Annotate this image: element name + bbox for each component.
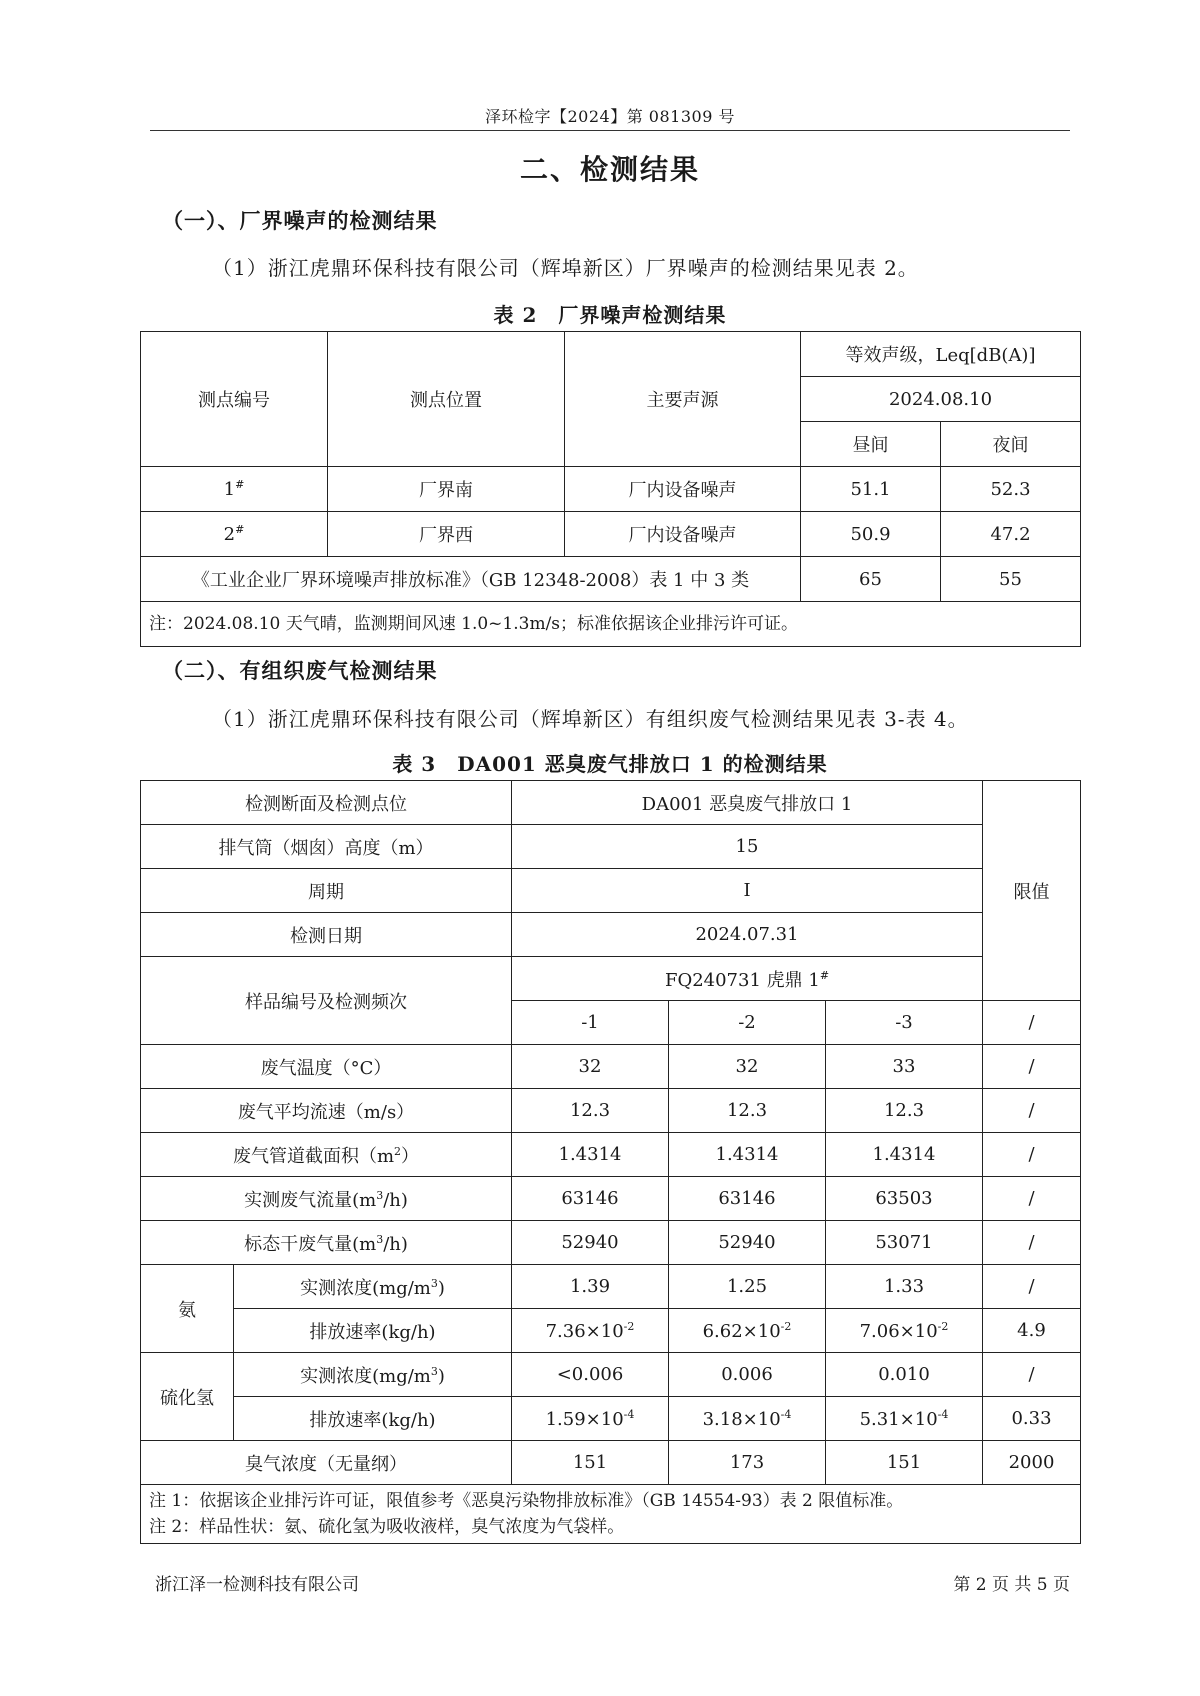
param-label: 臭气浓度（无量纲） [141,1441,512,1485]
value-cell: $7.06\times 10^{-2}$ [826,1309,983,1353]
report-number: 泽环检字【2024】第 081309 号 [485,107,735,126]
standard-night-limit: 55 [941,557,1081,602]
paragraph-exhaust: （1）浙江虎鼎环保科技有限公司（辉埠新区）有组织废气检测结果见表 3-表 4。 [212,707,969,731]
value-cell: 12.3 [826,1089,983,1133]
value-cell: 0.006 [669,1353,826,1397]
table-row [141,512,1081,557]
value-cell: 52940 [512,1221,669,1265]
section-heading-noise: （一）、厂界噪声的检测结果 [162,208,438,233]
limit-cell: / [983,1089,1081,1133]
value-cell: 1.4314 [512,1133,669,1177]
night-value-cell: 52.3 [941,467,1081,512]
point-no-cell: 2# [141,512,328,557]
value-cell: $1.59\times 10^{-4}$ [512,1397,669,1441]
table-row [141,1265,1081,1309]
limit-cell: 2000 [983,1441,1081,1485]
group-label-ammonia: 氨 [141,1265,234,1353]
value-cell: 1.33 [826,1265,983,1309]
note-2: 注 2：样品性状：氨、硫化氢为吸收液样，臭气浓度为气袋样。 [149,1517,625,1537]
col-header-point-no: 测点编号 [141,332,328,467]
col-header-source: 主要声源 [565,332,801,467]
param-label: 实测浓度$(mg/m^3)$ [234,1265,512,1309]
param-label: 废气管道截面积$(m^2)$ [141,1133,512,1177]
limit-cell: / [983,1133,1081,1177]
value-cell: $5.31\times 10^{-4}$ [826,1397,983,1441]
param-label: 实测浓度$(mg/m^3)$ [234,1353,512,1397]
param-label: 废气温度（°C） [141,1045,512,1089]
footer-page-number: 第 2 页 共 5 页 [953,1575,1070,1595]
value-cell: 0.010 [826,1353,983,1397]
col-header-night: 夜间 [941,422,1081,467]
freq-cell: -1 [512,1001,669,1045]
meta-label: 排气筒（烟囱）高度（m） [141,825,512,869]
table-row [141,1397,1081,1441]
note-1: 注 1：依据该企业排污许可证，限值参考《恶臭污染物排放标准》（GB 14554-93）表 2 限值标准。 [149,1491,904,1511]
value-cell: 12.3 [512,1089,669,1133]
table-row [141,1133,1081,1177]
noise-results-table [140,331,1081,647]
value-cell: 63146 [669,1177,826,1221]
value-cell: $6.62\times 10^{-2}$ [669,1309,826,1353]
table-row [141,1353,1081,1397]
col-header-day: 昼间 [801,422,941,467]
day-value-cell: 51.1 [801,467,941,512]
col-header-location: 测点位置 [328,332,565,467]
freq-cell: -2 [669,1001,826,1045]
paragraph-noise: （1）浙江虎鼎环保科技有限公司（辉埠新区）厂界噪声的检测结果见表 2。 [212,256,919,280]
table-row [141,1309,1081,1353]
source-cell: 厂内设备噪声 [565,467,801,512]
param-label: 实测废气流量$(m^3/h)$ [141,1177,512,1221]
value-cell: 33 [826,1045,983,1089]
meta-value: 15 [512,825,983,869]
value-cell: 53071 [826,1221,983,1265]
col-header-date: 2024.08.10 [801,377,1081,422]
limit-header: 限值 [983,781,1081,1001]
standard-label: 《工业企业厂界环境噪声排放标准》（GB 12348-2008）表 1 中 3 类 [141,557,801,602]
meta-label: 周期 [141,869,512,913]
table2-note: 注：2024.08.10 天气晴，监测期间风速 1.0~1.3m/s；标准依据该企业排污许可证。 [141,602,1081,647]
meta-value: I [512,869,983,913]
standard-day-limit: 65 [801,557,941,602]
param-label: 废气平均流速（m/s） [141,1089,512,1133]
table2-caption: 表 2 厂界噪声检测结果 [493,303,727,327]
header-divider [150,130,1070,131]
group-label-h2s: 硫化氢 [141,1353,234,1441]
value-cell: 1.4314 [669,1133,826,1177]
limit-cell: 0.33 [983,1397,1081,1441]
value-cell: 12.3 [669,1089,826,1133]
param-label: 排放速率(kg/h) [234,1397,512,1441]
sample-label: 样品编号及检测频次 [141,957,512,1045]
limit-cell: / [983,1045,1081,1089]
footer-company: 浙江泽一检测科技有限公司 [155,1575,359,1595]
limit-cell: / [983,1353,1081,1397]
meta-label: 检测断面及检测点位 [141,781,512,825]
limit-cell: / [983,1221,1081,1265]
value-cell: 63146 [512,1177,669,1221]
location-cell: 厂界南 [328,467,565,512]
table-row [141,467,1081,512]
table-row [141,1221,1081,1265]
meta-value: 2024.07.31 [512,913,983,957]
value-cell: 1.39 [512,1265,669,1309]
meta-value: DA001 恶臭废气排放口 1 [512,781,983,825]
standard-row [141,557,1081,602]
value-cell: 1.4314 [826,1133,983,1177]
sample-id: FQ240731 虎鼎 1# [512,957,983,1001]
table3-caption: 表 3 DA001 恶臭废气排放口 1 的检测结果 [392,752,828,776]
point-no-cell: 1# [141,467,328,512]
section-heading-exhaust: （二）、有组织废气检测结果 [162,658,438,683]
value-cell: $7.36\times 10^{-2}$ [512,1309,669,1353]
table-row [141,1441,1081,1485]
exhaust-results-table [140,780,1081,1544]
value-cell: 1.25 [669,1265,826,1309]
value-cell: $3.18\times 10^{-4}$ [669,1397,826,1441]
value-cell: 63503 [826,1177,983,1221]
meta-label: 检测日期 [141,913,512,957]
limit-cell: 4.9 [983,1309,1081,1353]
table-row [141,1089,1081,1133]
table-row [141,1045,1081,1089]
value-cell: 151 [512,1441,669,1485]
table3-notes [141,1485,1081,1544]
value-cell: <0.006 [512,1353,669,1397]
col-header-leq: 等效声级，Leq[dB(A)] [801,332,1081,377]
source-cell: 厂内设备噪声 [565,512,801,557]
freq-cell: -3 [826,1001,983,1045]
night-value-cell: 47.2 [941,512,1081,557]
table-row [141,1177,1081,1221]
value-cell: 151 [826,1441,983,1485]
param-label: 排放速率(kg/h) [234,1309,512,1353]
day-value-cell: 50.9 [801,512,941,557]
value-cell: 32 [669,1045,826,1089]
value-cell: 52940 [669,1221,826,1265]
location-cell: 厂界西 [328,512,565,557]
limit-cell: / [983,1177,1081,1221]
limit-cell: / [983,1265,1081,1309]
limit-cell: / [983,1001,1081,1045]
page-title: 二、检测结果 [519,153,700,186]
value-cell: 173 [669,1441,826,1485]
param-label: 标态干废气量$(m^3/h)$ [141,1221,512,1265]
value-cell: 32 [512,1045,669,1089]
